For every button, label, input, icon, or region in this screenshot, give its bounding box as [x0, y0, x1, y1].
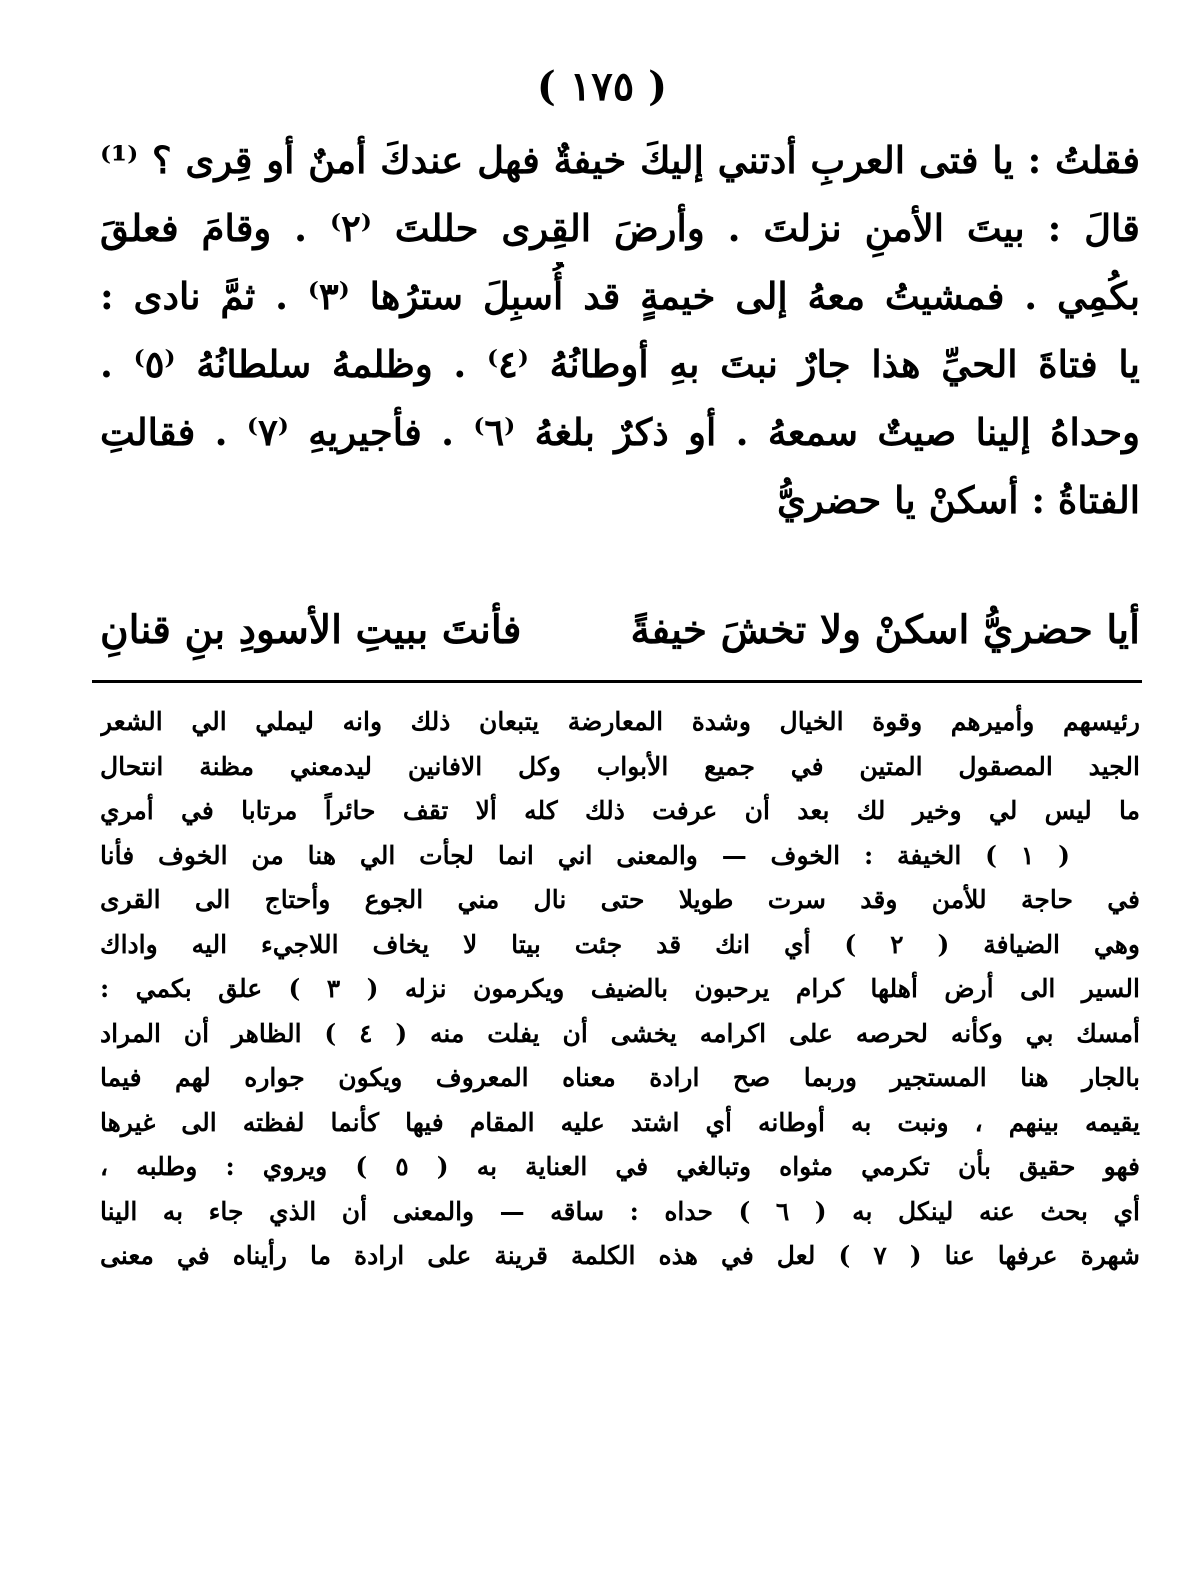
main-text-line: فقلتُ : يا فتى العربِ أدتني إليكَ خيفةٌ فهل عندكَ أمنٌ أو قِرى ؟ ⁽¹⁾: [100, 138, 1140, 182]
footnotes-block: [100, 700, 1140, 1279]
verse-left-hemistich: فأنتَ ببيتِ الأسودِ بنِ قنانِ: [100, 607, 522, 653]
main-text-block: [100, 126, 1140, 534]
footnote-line: شهرة عرفها عنا ( ٧ ) لعل في هذه الكلمة قرينة على ارادة ما رأيناه في معنى: [100, 1241, 1140, 1270]
main-text-line: بكُمِي . فمشيتُ معهُ إلى خيمةٍ قد أُسبِلَ سترُها ⁽٣⁾ . ثمَّ نادى :: [100, 274, 1140, 318]
footnote-line: يقيمه بينهم ، ونبت به أوطانه أي اشتد عليه المقام فيها كأنما لفظته الى غيرها: [100, 1107, 1140, 1137]
footnote-line: بالجار هنا المستجير وربما صح ارادة معناه المعروف ويكون جواره لهم فيما: [100, 1063, 1140, 1092]
footnote-line: ( ١ ) الخيفة : الخوف — والمعنى اني انما لجأت الي هنا من الخوف فأنا: [100, 840, 1070, 870]
main-text-line: الفتاةُ : أسكنْ يا حضريُّ: [776, 478, 1140, 522]
footnote-line: ما ليس لي وخير لك بعد أن عرفت ذلك كله ألا تقف حائراً مرتابا في أمري: [100, 796, 1140, 825]
verse-right-hemistich: أيا حضريُّ اسكنْ ولا تخشَ خيفةً: [630, 607, 1140, 653]
page-number: ( ١٧٥ ): [536, 63, 668, 110]
main-text-line: وحداهُ إلينا صيتٌ سمعهُ . أو ذكرٌ بلغهُ ⁽٦⁾ . فأجيريهِ ⁽٧⁾ . فقالتِ: [100, 410, 1140, 454]
footnote-line: وهي الضيافة ( ٢ ) أي انك قد جئت بيتا لا يخاف اللاجيء اليه واداك: [100, 929, 1140, 959]
footnote-line: فهو حقيق بأن تكرمي مثواه وتبالغي في العناية به ( ٥ ) ويروي : وطلبه ،: [100, 1152, 1140, 1181]
footnote-divider: [92, 680, 1142, 683]
footnote-line: السير الى أرض أهلها كرام يرحبون بالضيف ويكرمون نزله ( ٣ ) علق بكمي :: [100, 974, 1140, 1003]
main-text-line: يا فتاةَ الحيِّ هذا جارٌ نبتَ بهِ أوطانُهُ ⁽٤⁾ . وظلمهُ سلطانُهُ ⁽٥⁾ .: [100, 342, 1140, 386]
footnote-line: أي بحث عنه لينكل به ( ٦ ) حداه : ساقه — والمعنى أن الذي جاء به الينا: [100, 1196, 1140, 1226]
footnote-line: أمسك بي وكأنه لحرصه على اكرامه يخشى أن يفلت منه ( ٤ ) الظاهر أن المراد: [100, 1018, 1140, 1048]
footnote-line: في حاجة للأمن وقد سرت طويلا حتى نال مني الجوع وأحتاج الى القرى: [100, 885, 1140, 914]
footnote-line: رئيسهم وأميرهم وقوة الخيال وشدة المعارضة يتبعان ذلك وانه ليملي الي الشعر: [100, 707, 1140, 736]
main-text-line: قالَ : بيتَ الأمنِ نزلتَ . وأرضَ القِرى حللتَ ⁽٢⁾ . وقامَ فعلقَ: [100, 206, 1140, 250]
footnote-line: الجيد المصقول المتين في جميع الأبواب وكل الافانين ليدمعني مظنة انتحال: [100, 751, 1140, 781]
poetry-verse: [100, 596, 1140, 664]
